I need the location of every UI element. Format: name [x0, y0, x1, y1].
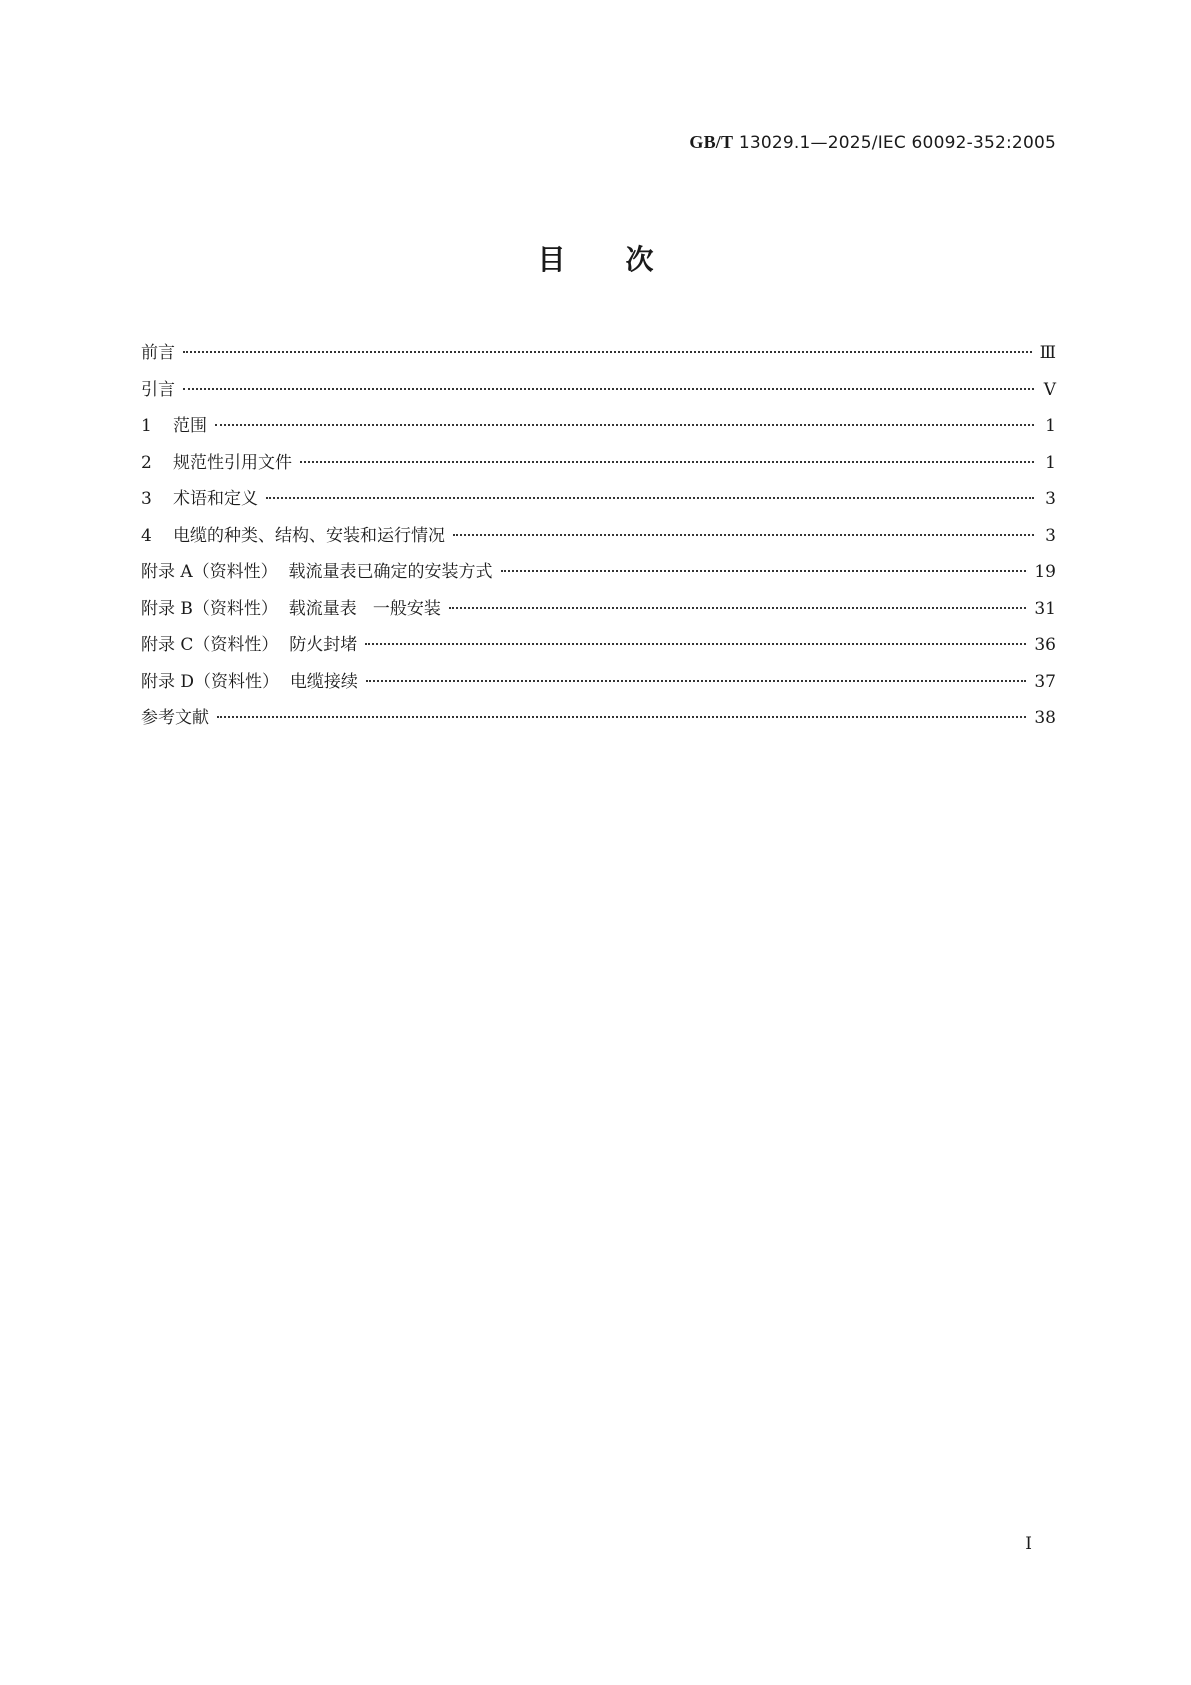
- toc-entry-page: 3: [1045, 525, 1056, 546]
- dot-leader: [183, 388, 1034, 390]
- toc-entry-label: 规范性引用文件: [173, 452, 292, 473]
- dot-leader: [453, 534, 1034, 536]
- toc-entry[interactable]: [141, 703, 1056, 740]
- toc-entry-label: 前言: [141, 343, 175, 363]
- toc-entry-page: 1: [1045, 416, 1056, 436]
- dot-leader: [266, 497, 1034, 499]
- dot-leader: [215, 424, 1034, 426]
- toc-entry-label: 术语和定义: [173, 489, 258, 509]
- toc-entry-page: Ⅴ: [1043, 379, 1056, 400]
- toc-entry-page: 36: [1034, 635, 1056, 655]
- toc-entry[interactable]: [141, 484, 1056, 521]
- toc-entry-label: 引言: [141, 379, 175, 400]
- toc-entry-page: 1: [1045, 452, 1056, 473]
- toc-entry-number: 1: [141, 416, 152, 436]
- toc-entry[interactable]: [141, 448, 1056, 485]
- toc-entry-number: 3: [141, 489, 152, 509]
- dot-leader: [300, 461, 1034, 463]
- standard-number-header: [689, 132, 1056, 153]
- toc-entry-label: 附录 D（资料性） 电缆接续: [141, 671, 358, 692]
- toc-entry[interactable]: [141, 411, 1056, 448]
- page-title: 目次: [537, 243, 714, 276]
- toc-entry-number: 2: [141, 452, 152, 473]
- toc-entry-label: 附录 A（资料性） 载流量表已确定的安装方式: [141, 562, 493, 582]
- dot-leader: [183, 351, 1032, 353]
- toc-entry[interactable]: [141, 338, 1056, 375]
- toc-entry[interactable]: [141, 375, 1056, 412]
- table-of-contents: [141, 338, 1056, 740]
- toc-entry-page: 3: [1045, 489, 1056, 509]
- toc-entry-label: 附录 B（资料性） 载流量表 一般安装: [141, 598, 441, 619]
- toc-entry[interactable]: [141, 521, 1056, 558]
- toc-entry-page: 38: [1034, 708, 1056, 728]
- dot-leader: [217, 716, 1026, 718]
- toc-entry[interactable]: [141, 557, 1056, 594]
- toc-entry-number: 4: [141, 525, 152, 546]
- dot-leader: [365, 643, 1026, 645]
- page-number: Ⅰ: [1025, 1534, 1032, 1554]
- standard-prefix: GB/T: [689, 132, 734, 152]
- toc-entry[interactable]: [141, 630, 1056, 667]
- dot-leader: [501, 570, 1027, 572]
- toc-entry-page: 19: [1034, 562, 1056, 582]
- toc-entry-label: 附录 C（资料性） 防火封堵: [141, 635, 358, 655]
- toc-entry-label: 电缆的种类、结构、安装和运行情况: [173, 525, 445, 546]
- toc-entry[interactable]: [141, 594, 1056, 631]
- dot-leader: [449, 607, 1026, 609]
- toc-entry-page: 37: [1034, 671, 1056, 692]
- toc-entry-page: 31: [1034, 598, 1056, 619]
- dot-leader: [366, 680, 1027, 682]
- toc-entry-page: Ⅲ: [1039, 343, 1056, 363]
- toc-entry-label: 参考文献: [141, 708, 209, 728]
- toc-entry-label: 范围: [173, 416, 207, 436]
- toc-entry[interactable]: [141, 667, 1056, 704]
- standard-number: 13029.1—2025/IEC 60092-352:2005: [733, 133, 1056, 153]
